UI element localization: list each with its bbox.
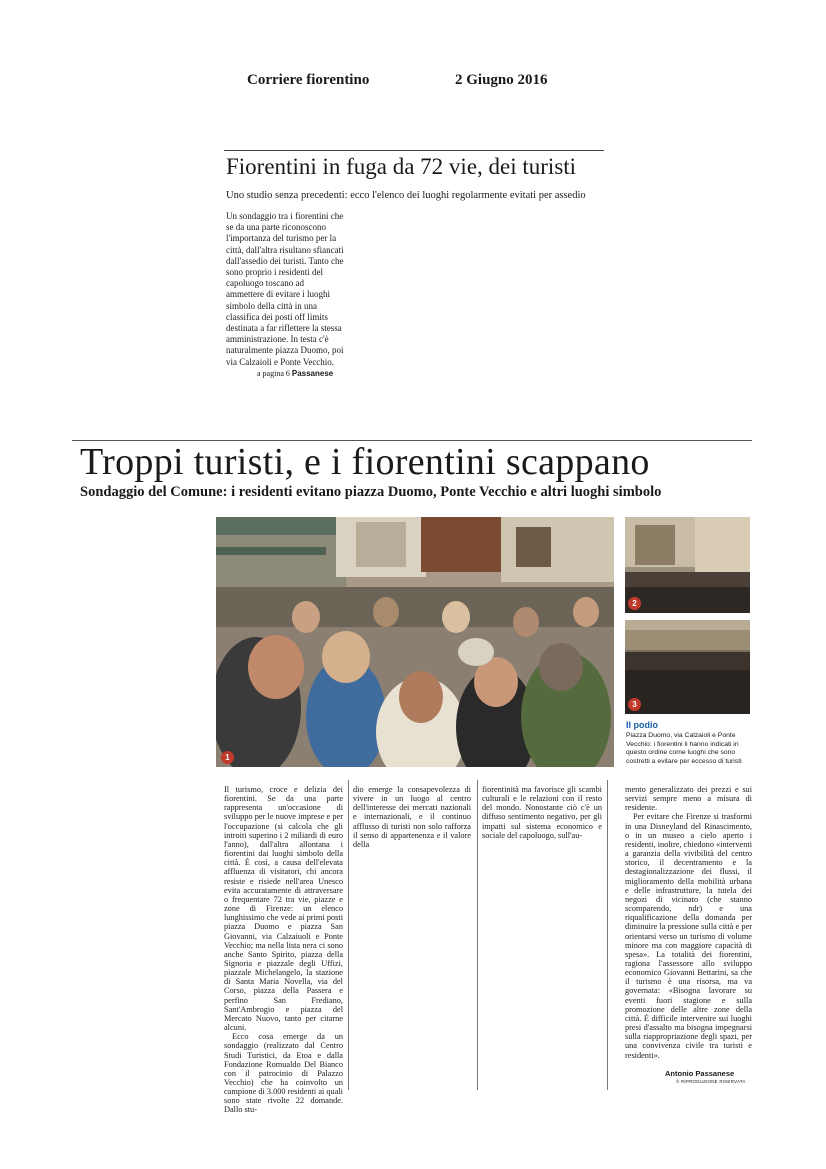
col1-paragraph-1: Il turismo, croce e delizia dei fiorentini. Se da una parte rappresenta un'occasione di sviluppo per le nuove imprese e per l'occupazione (si calcola che gli introiti superino i 2 miliardi di euro l'anno), dall'altra allontana i fiorentini dai luoghi simbolo della città. È così, a causa dell'elevata affluenza di visitatori, chi ancora resiste e risiede nell'area Unesco evita accuratamente di attraversare o frequentare 72 tra vie, piazze e zone di Firenze: un elenco lunghissimo che vede ai primi posti piazza Duomo e piazza San Giovanni, via Calzaiuoli e Ponte Vecchio; ma nella lista nera ci sono anche Santo Spirito, piazza della Signoria e piazzale degli Uffizi, piazzale Michelangelo, la stazione di Santa Maria Novella, via del Corso, piazza della Passera e perfino San Frediano, Sant'Ambrogio e piazza del Mercato Nuovo, tanto per citarne alcuni. — [224, 785, 343, 1033]
article-column-2 — [353, 785, 471, 849]
page-reference-prefix: a pagina 6 — [257, 369, 290, 378]
photo-number-3: 3 — [628, 698, 641, 711]
article-column-1 — [224, 785, 343, 1115]
col4-paragraph-1: mento generalizzato dei prezzi e sui servizi sempre meno a misura di residente. — [625, 785, 752, 813]
front-lead — [226, 211, 344, 368]
caption-title: Il podio — [626, 720, 658, 730]
article-signature: Antonio Passanese — [665, 1069, 735, 1078]
photo-3-image — [625, 620, 750, 714]
article-column-4 — [625, 785, 752, 1060]
article-column-3 — [482, 785, 602, 840]
column-divider-2 — [477, 780, 478, 1090]
article-headline: Troppi turisti, e i fiorentini scappano — [80, 441, 650, 483]
photo-number-1: 1 — [221, 751, 234, 764]
photo-2-image — [625, 517, 750, 613]
page-reference — [257, 369, 333, 378]
article-subheadline: Sondaggio del Comune: i residenti evitano piazza Duomo, Ponte Vecchio e altri luoghi simbolo — [80, 484, 662, 500]
publication-name: Corriere fiorentino — [247, 72, 370, 88]
front-subheadline: Uno studio senza precedenti: ecco l'elenco dei luoghi regolarmente evitati per assedio — [226, 190, 586, 201]
crowd-photo-3 — [625, 620, 750, 714]
crowd-photo-2 — [625, 517, 750, 613]
col1-paragraph-2: Ecco cosa emerge da un sondaggio (realizzato dal Centro Studi Turistici, da Etoa e dalla Fondazione Romualdo Del Bianco con il patrocinio di Palazzo Vecchio) che ha coinvolto un campione di 3.000 residenti ai quali sono state rivolte 22 domande. Dallo stu- — [224, 1032, 343, 1115]
caption-text: Piazza Duomo, via Calzaioli e Ponte Vecchio: i fiorentini li hanno indicati in questo ordine come luoghi che sono costretti a evitare per eccesso di turisti — [626, 732, 742, 765]
copyright-note: © RIPRODUZIONE RISERVATA — [676, 1079, 746, 1084]
page-reference-author: Passanese — [291, 369, 334, 378]
crowd-photo-image — [216, 517, 614, 767]
crowd-photo-main — [216, 517, 614, 767]
column-divider-1 — [348, 780, 349, 1090]
photo-number-2: 2 — [628, 597, 641, 610]
front-lead-text: Un sondaggio tra i fiorentini che se da una parte riconoscono l'importanza del turismo per la città, dall'altra risultano sfiancati dall'assedio dei turisti. Tanto che sono proprio i residenti del capoluogo toscano ad ammettere di evitare i luoghi simbolo della città in una classifica dei posti off limits destinata a far riflettere la stessa amministrazione. In testa c'è naturalmente piazza Duomo, poi via Calzaioli e Ponte Vecchio. — [226, 211, 344, 367]
front-headline: Fiorentini in fuga da 72 vie, dei turisti — [226, 154, 577, 179]
publication-date: 2 Giugno 2016 — [455, 72, 548, 88]
col2-paragraph: dio emerge la consapevolezza di vivere in un luogo al centro dell'interesse dei mercati nazionali e internazionali, e il continuo afflusso di turisti non solo rafforza il senso di appartenenza e il valore della — [353, 785, 471, 849]
col3-paragraph: fiorentinità ma favorisce gli scambi culturali e le relazioni con il resto del mondo. Nonostante ciò c'è un diffuso sentimento negativo, per gli impatti sul sistema economico e sociale del capoluogo, sull'au- — [482, 785, 602, 840]
col4-paragraph-2: Per evitare che Firenze si trasformi in una Disneyland del Rinascimento, o in un museo a cielo aperto i residenti, inoltre, chiedono «interventi a garanzia della vivibilità del centro storico, il decentramento e la destagionalizzazione dei flussi, il miglioramento della mobilità urbana e delle infrastrutture, la tutela dei negozi di vicinato (che stanno scomparendo, ndr) e una riqualificazione della domanda per diminuire la pressione sulla città e per orientarsi verso un turismo di volume minore ma con maggiore capacità di spesa». La totalità dei fiorentini, ragiona l'assessore allo sviluppo economico Giovanni Bettarini, sa che il turismo è una risorsa, ma va governata: «Bisogna lavorare su eventi fuori stagione e sulla promozione delle altre zone della città. È difficile intervenire sui luoghi presi d'assalto ma bisogna impegnarsi sulla riappropriazione degli spazi, per una convivenza civile tra turisti e residenti». — [625, 812, 752, 1060]
front-rule — [224, 150, 604, 151]
column-divider-3 — [607, 780, 608, 1090]
